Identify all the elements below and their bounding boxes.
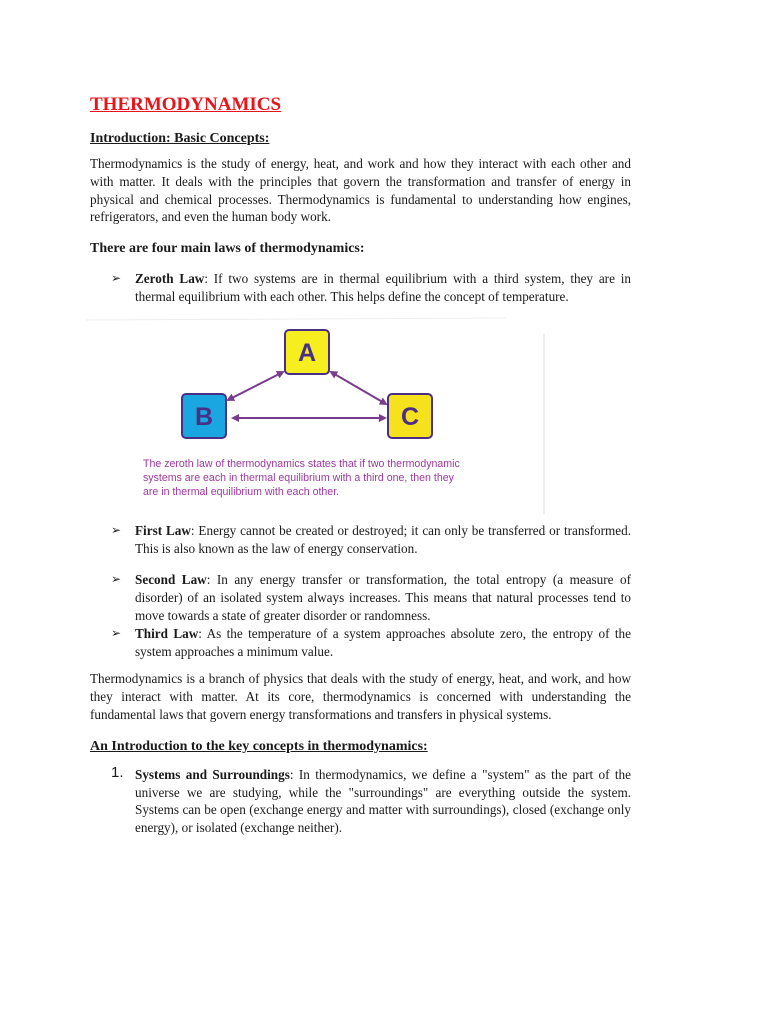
law-item-second [90, 571, 631, 624]
arrow-a-c [331, 372, 386, 404]
arrow-a-b [228, 372, 283, 400]
law-item-zeroth [90, 270, 631, 306]
concepts-heading: An Introduction to the key concepts in thermodynamics: [90, 738, 428, 754]
law-text: : In any energy transfer or transformation, the total entropy (a measure of disorder) of an isolated system always increases. This means that natural processes tend to move towards a state of greater disorder or randomness. [135, 572, 631, 623]
intro-heading: Introduction: Basic Concepts: [90, 131, 270, 146]
system-c-label: C [400, 402, 420, 431]
concept-text: : In thermodynamics, we define a "system" as the part of the universe we are studying, while the "surroundings" are everything outside the system. Systems can be open (exchange energy and matter with surroundings), closed (exchange only energy), or isolated (exchange neither). [135, 766, 631, 836]
diagram-caption-line-3: are in thermal equilibrium with each other. [143, 485, 340, 498]
diagram-caption-line-2: systems are each in thermal equilibrium with a third one, then they [143, 471, 454, 484]
system-b-label: B [194, 402, 214, 431]
arrow-bullet-icon: ➢ [111, 522, 122, 537]
diagram-caption-line-1: The zeroth law of thermodynamics states that if two thermodynamic [143, 457, 460, 470]
concept-number: 1. [111, 763, 124, 781]
arrow-bullet-icon: ➢ [111, 625, 122, 640]
arrow-bullet-icon: ➢ [111, 271, 122, 286]
law-item-first [90, 522, 631, 558]
law-name: Second Law [135, 572, 207, 588]
document-title: THERMODYNAMICS [90, 94, 282, 115]
zeroth-law-diagram-svg [86, 314, 606, 514]
system-a-label: A [297, 338, 317, 367]
law-name: First Law [135, 522, 191, 538]
scan-edge-line [86, 318, 506, 320]
law-text: : As the temperature of a system approaches absolute zero, the entropy of the system approaches a minimum value. [135, 625, 631, 659]
zeroth-law-diagram [86, 314, 606, 514]
law-name: Third Law [135, 625, 199, 641]
law-text: : Energy cannot be created or destroyed; it can only be transferred or transformed. This is also known as the law of energy conservation. [135, 522, 631, 556]
law-text: : If two systems are in thermal equilibrium with a third system, they are in thermal equilibrium with each other. This helps define the concept of temperature. [135, 271, 631, 304]
concept-item-systems [90, 763, 631, 837]
laws-list [90, 270, 631, 306]
arrow-bullet-icon: ➢ [111, 572, 122, 587]
law-name: Zeroth Law [135, 271, 205, 287]
intro-paragraph: Thermodynamics is the study of energy, heat, and work and how they interact with each other and with matter. It deals with the principles that govern the transformation and transfer of energy in physical and chemical processes. Thermodynamics is fundamental to understanding how engines, refrigerators, and even the human body work. [90, 156, 631, 225]
summary-paragraph: Thermodynamics is a branch of physics that deals with the study of energy, heat, and work, and how they interact with matter. At its core, thermodynamics is concerned with understanding the fundamental laws that govern energy transformations and transfers in physical systems. [90, 671, 631, 722]
concept-name: Systems and Surroundings [135, 766, 290, 782]
laws-heading: There are four main laws of thermodynamics: [90, 241, 365, 257]
law-item-third [90, 625, 631, 661]
document-page [90, 92, 631, 837]
laws-list-continued [90, 522, 631, 661]
